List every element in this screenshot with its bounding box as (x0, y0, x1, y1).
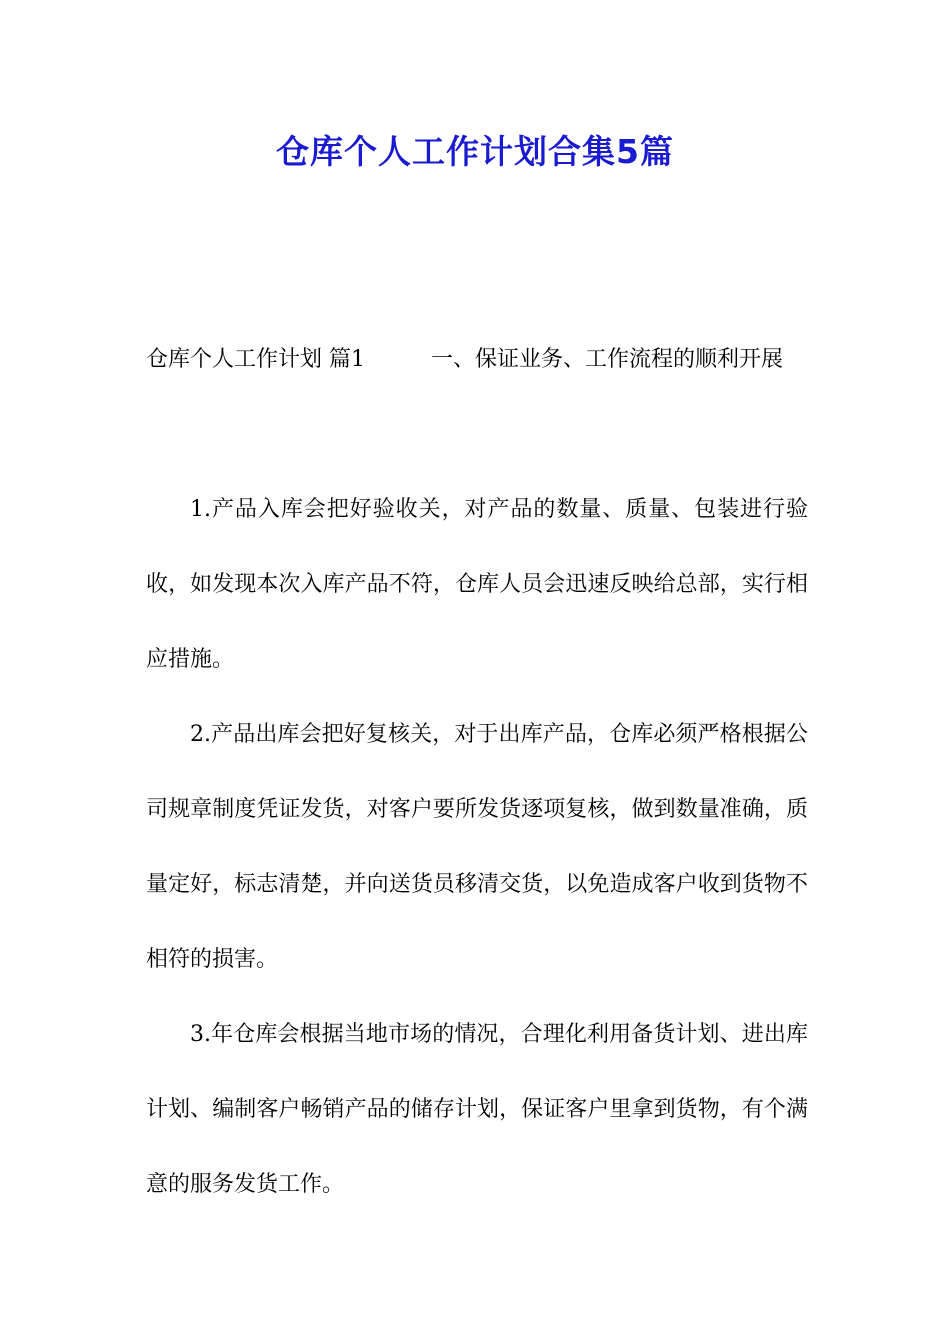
section-intro-paragraph (146, 322, 808, 397)
paragraph-item-2: 2.产品出库会把好复核关，对于出库产品，仓库必须严格根据公司规章制度凭证发货，对客户要所发货逐项复核，做到数量准确，质量定好，标志清楚，并向送货员移清交货，以免造成客户收到货物不相符的损害。 (146, 722, 808, 972)
paragraph-item-1: 1.产品入库会把好验收关，对产品的数量、质量、包装进行验收，如发现本次入库产品不符，仓库人员会迅速反映给总部，实行相应措施。 (146, 497, 808, 672)
section-subheading: 一、保证业务、工作流程的顺利开展 (431, 347, 784, 372)
document-title: 仓库个人工作计划合集5篇 (276, 132, 674, 171)
paragraph-item-3: 3.年仓库会根据当地市场的情况，合理化利用备货计划、进出库计划、编制客户畅销产品的储存计划，保证客户里拿到货物，有个满意的服务发货工作。 (146, 1022, 808, 1197)
section-heading: 仓库个人工作计划 篇1 (146, 347, 365, 372)
